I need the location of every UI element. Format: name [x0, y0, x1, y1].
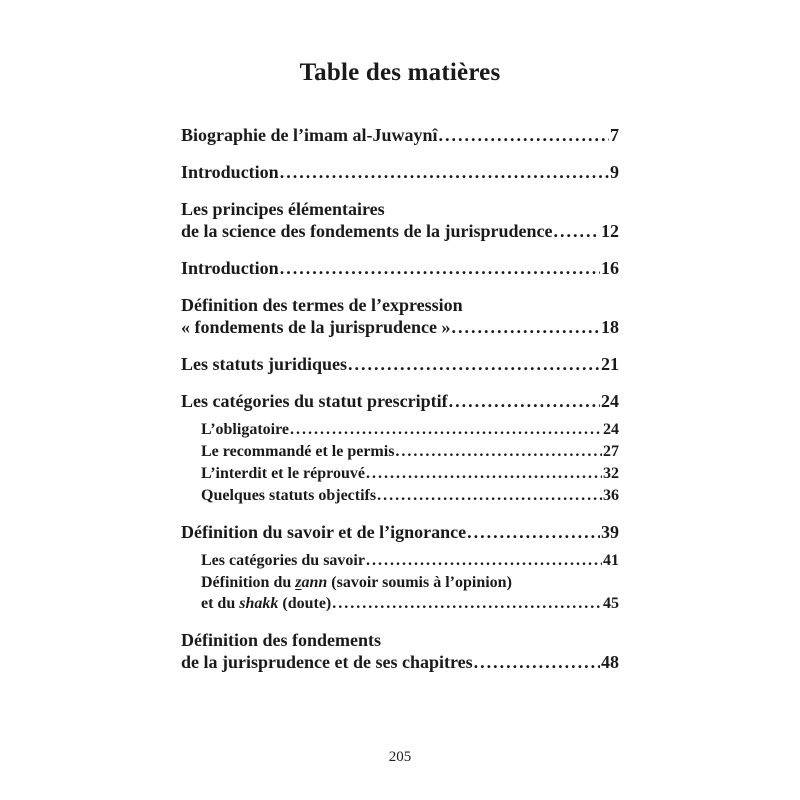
transliterated-term-zann: z	[295, 574, 302, 591]
toc-line	[181, 629, 619, 651]
dot-leader	[332, 593, 602, 614]
dot-leader	[452, 316, 601, 338]
label-text: et du	[201, 595, 240, 612]
toc-line	[201, 463, 619, 484]
toc-line	[181, 651, 619, 673]
toc-entry-page: 27	[603, 443, 619, 460]
toc-line	[201, 441, 619, 462]
toc-entry	[181, 257, 619, 279]
toc-line	[181, 316, 619, 338]
toc-entry-label: Introduction	[181, 258, 279, 278]
toc-line	[181, 124, 619, 146]
dot-leader	[553, 220, 600, 242]
label-text: Définition du	[201, 574, 296, 591]
dot-leader	[395, 441, 602, 462]
folio-page-number: 205	[388, 749, 412, 765]
toc-entry-label: Les statuts juridiques	[181, 354, 348, 374]
toc-entry-page: 18	[601, 317, 619, 337]
toc-entry-label-line-1	[201, 572, 512, 593]
transliterated-term-zann-rest: ann	[301, 574, 328, 591]
toc-entry-page: 16	[601, 258, 619, 278]
toc-content	[181, 0, 619, 673]
dot-leader	[439, 124, 609, 146]
dot-leader	[467, 521, 600, 543]
toc-subentry	[201, 419, 619, 440]
page-title: Table des matières	[299, 59, 501, 86]
toc-entry	[181, 198, 619, 242]
toc-entry-label-line-1: Définition des fondements	[181, 630, 382, 650]
toc-entry	[181, 124, 619, 146]
toc-entry-label: Les catégories du statut prescriptif	[181, 391, 448, 411]
toc-subentry	[201, 572, 619, 614]
toc-line	[181, 294, 619, 316]
table-of-contents	[181, 124, 619, 673]
toc-entry-page: 32	[603, 465, 619, 482]
toc-entry-page: 21	[601, 354, 619, 374]
dot-leader	[474, 651, 600, 673]
transliterated-term-shakk: shakk	[239, 595, 279, 612]
toc-entry	[181, 390, 619, 412]
toc-entry	[181, 294, 619, 338]
toc-entry-label-line-2	[201, 593, 331, 614]
toc-entry-label: Quelques statuts objectifs	[201, 487, 377, 504]
toc-entry-page: 24	[603, 421, 619, 438]
toc-entry-label: Le recommandé et le permis	[201, 443, 395, 460]
dot-leader	[348, 353, 600, 375]
toc-line	[181, 353, 619, 375]
toc-line	[181, 198, 619, 220]
toc-entry-label-line-1: Les principes élémentaires	[181, 199, 385, 219]
toc-subentry	[201, 550, 619, 571]
toc-entry-label: Biographie de l’imam al-Juwaynî	[181, 125, 438, 145]
dot-leader	[290, 419, 602, 440]
toc-entry-page: 41	[603, 552, 619, 569]
toc-entry-label-line-2: « fondements de la jurisprudence »	[181, 317, 451, 337]
toc-entry-label-line-2: de la jurisprudence et de ses chapitres	[181, 652, 473, 672]
toc-line	[181, 220, 619, 242]
toc-line	[201, 572, 619, 593]
dot-leader	[280, 161, 609, 183]
toc-entry-page: 24	[601, 391, 619, 411]
toc-entry-label: L’interdit et le réprouvé	[201, 465, 365, 482]
toc-line	[201, 593, 619, 614]
toc-line	[181, 257, 619, 279]
toc-entry-page: 48	[601, 652, 619, 672]
dot-leader	[280, 257, 600, 279]
toc-line	[181, 390, 619, 412]
toc-line	[201, 550, 619, 571]
toc-line	[201, 485, 619, 506]
toc-entry-page: 36	[603, 487, 619, 504]
toc-entry-label-line-1: Définition des termes de l’expression	[181, 295, 463, 315]
dot-leader	[366, 463, 602, 484]
toc-subentry	[201, 441, 619, 462]
toc-entry-label-line-2: de la science des fondements de la jurisprudence	[181, 221, 553, 241]
toc-entry	[181, 353, 619, 375]
label-text: (doute)	[278, 595, 332, 612]
toc-entry-page: 12	[601, 221, 619, 241]
toc-entry-label: Introduction	[181, 162, 279, 182]
toc-entry-page: 45	[603, 595, 619, 612]
toc-entry	[181, 629, 619, 673]
toc-line	[201, 419, 619, 440]
toc-entry-page: 9	[610, 162, 619, 182]
toc-line	[181, 521, 619, 543]
label-text: (savoir soumis à l’opinion)	[327, 574, 512, 591]
toc-subentry	[201, 463, 619, 484]
toc-subentry	[201, 485, 619, 506]
toc-entry-label: Définition du savoir et de l’ignorance	[181, 522, 467, 542]
toc-entry-page: 39	[601, 522, 619, 542]
toc-entry	[181, 521, 619, 543]
toc-entry-label: Les catégories du savoir	[201, 552, 365, 569]
dot-leader	[366, 550, 602, 571]
toc-entry-page: 7	[610, 125, 619, 145]
toc-line	[181, 161, 619, 183]
toc-entry-label: L’obligatoire	[201, 421, 290, 438]
dot-leader	[377, 485, 602, 506]
toc-entry	[181, 161, 619, 183]
dot-leader	[449, 390, 600, 412]
